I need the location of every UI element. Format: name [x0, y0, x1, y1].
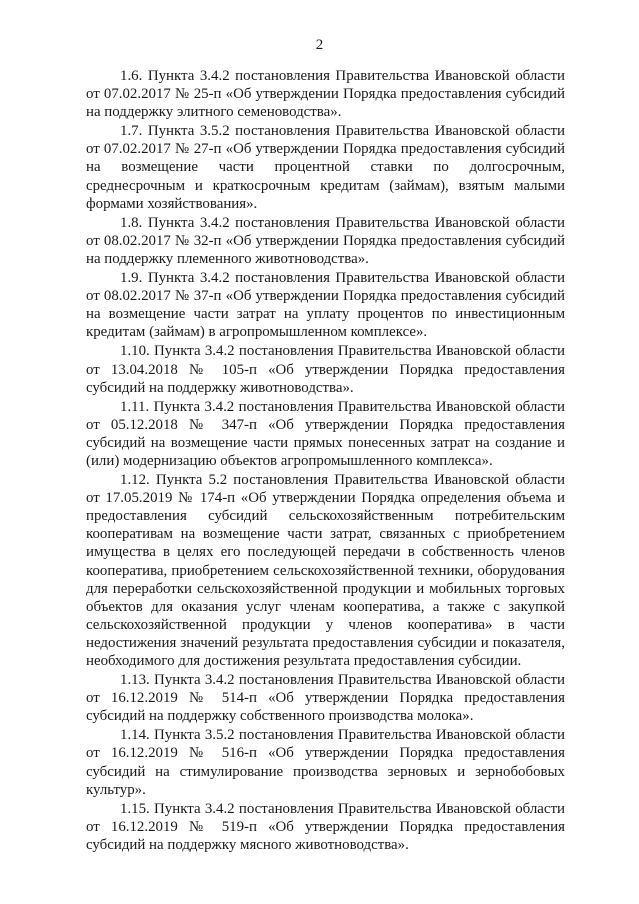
paragraph-1-8: 1.8. Пункта 3.4.2 постановления Правительства Ивановской области от 08.02.2017 № 32-п «Об утверждении Порядка предоставления субсидий на поддержку племенного животноводства».	[86, 214, 565, 267]
paragraph-1-7: 1.7. Пункта 3.5.2 постановления Правительства Ивановской области от 07.02.2017 № 27-п «Об утверждении Порядка предоставления субсидий на возмещение части процентной ставки по долгосрочным, среднесрочным и краткосрочным кредитам (займам), взятым малыми формами хозяйствования».	[86, 123, 565, 212]
paragraph-1-6: 1.6. Пункта 3.4.2 постановления Правительства Ивановской области от 07.02.2017 № 25-п «Об утверждении Порядка предоставления субсидий на поддержку элитного семеноводства».	[86, 68, 565, 121]
paragraph-1-10: 1.10. Пункта 3.4.2 постановления Правительства Ивановской области от 13.04.2018 № 105-п «Об утверждении Порядка предоставления субсидий на поддержку животноводства».	[86, 343, 565, 396]
document-body	[86, 67, 565, 855]
paragraph-1-14: 1.14. Пункта 3.5.2 постановления Правительства Ивановской области от 16.12.2019 № 516-п «Об утверждении Порядка предоставления субсидий на стимулирование производства зерновых и зернобобовых культур».	[86, 727, 565, 798]
paragraph-1-12: 1.12. Пункта 5.2 постановления Правительства Ивановской области от 17.05.2019 № 174-п «Об утверждении Порядка определения объема и предоставления субсидий сельскохозяйственным потребительским кооперативам на возмещение части затрат, связанных с приобретением имущества в целях его последующей передачи в собственность членов кооператива, приобретением сельскохозяйственной техники, оборудования для переработки сельскохозяйственной продукции и мобильных торговых объектов для оказания услуг членам кооператива, а также с закупкой сельскохозяйственной продукции у членов кооператива» в части недостижения значений результата предоставления субсидии и показателя, необходимого для достижения результата предоставления субсидии.	[86, 472, 565, 669]
paragraph-1-15: 1.15. Пункта 3.4.2 постановления Правительства Ивановской области от 16.12.2019 № 519-п «Об утверждении Порядка предоставления субсидий на поддержку мясного животноводства».	[86, 800, 565, 853]
paragraph-1-11: 1.11. Пункта 3.4.2 постановления Правительства Ивановской области от 05.12.2018 № 347-п «Об утверждении Порядка предоставления субсидий на возмещение части прямых понесенных затрат на создание и (или) модернизацию объектов агропромышленного комплекса».	[86, 398, 565, 469]
page-number: 2	[315, 37, 324, 53]
paragraph-1-9: 1.9. Пункта 3.4.2 постановления Правительства Ивановской области от 08.02.2017 № 37-п «Об утверждении Порядка предоставления субсидий на возмещение части затрат на уплату процентов по инвестиционным кредитам (займам) в агропромышленном комплексе».	[86, 270, 565, 341]
paragraph-1-13: 1.13. Пункта 3.4.2 постановления Правительства Ивановской области от 16.12.2019 № 514-п «Об утверждении Порядка предоставления субсидий на поддержку собственного производства молока».	[86, 672, 565, 725]
